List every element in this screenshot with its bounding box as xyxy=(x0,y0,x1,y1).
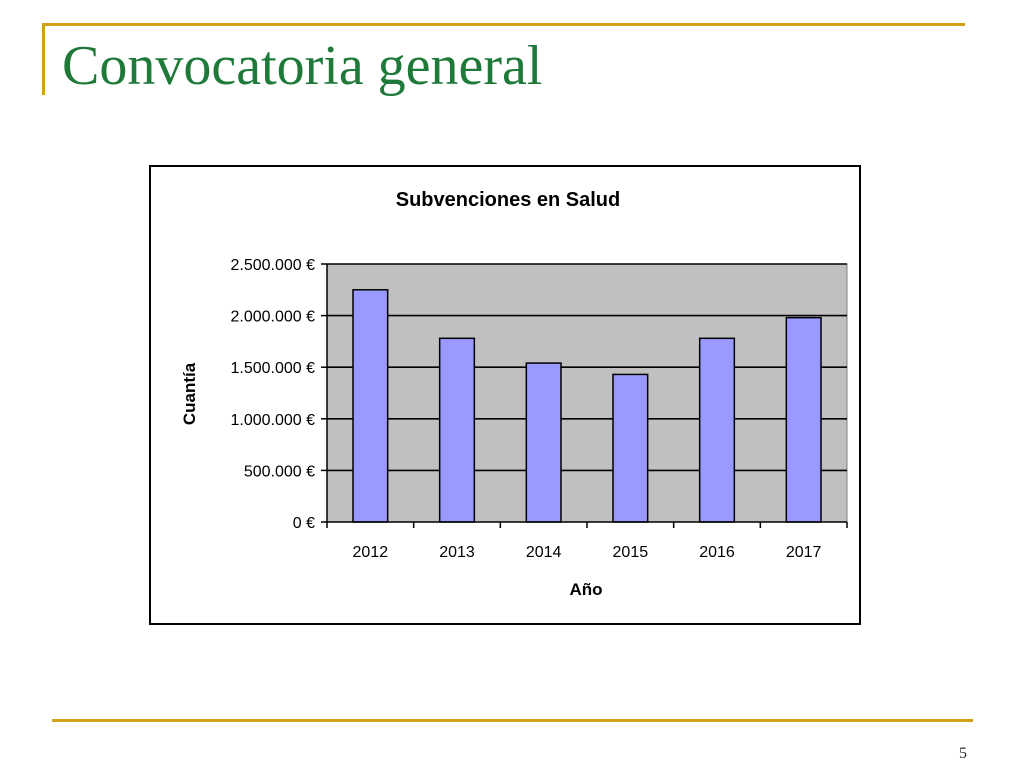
chart-title: Subvenciones en Salud xyxy=(395,189,621,211)
x-tick-label: 2013 xyxy=(439,544,475,561)
bar-chart xyxy=(151,167,859,623)
x-tick-label: 2017 xyxy=(785,544,822,561)
y-tick-label: 500.000 € xyxy=(243,463,315,481)
chart-frame xyxy=(149,165,861,625)
bar-2013 xyxy=(440,338,475,522)
bar-2016 xyxy=(700,338,735,522)
y-tick-label: 0 € xyxy=(292,515,315,532)
bar-2015 xyxy=(613,374,648,522)
y-tick-label: 1.000.000 € xyxy=(230,411,315,429)
x-tick-label: 2015 xyxy=(612,544,649,561)
bar-2017 xyxy=(786,318,821,522)
x-tick-label: 2012 xyxy=(352,544,389,561)
top-accent-line xyxy=(42,23,965,26)
y-tick-labels xyxy=(230,257,315,532)
y-axis-label: Cuantía xyxy=(180,362,199,426)
left-accent-line xyxy=(42,23,45,95)
bar-2014 xyxy=(526,363,561,522)
y-tick-label: 1.500.000 € xyxy=(230,360,315,378)
x-tick-label: 2014 xyxy=(525,544,562,561)
slide-title: Convocatoria general xyxy=(62,35,543,97)
x-tick-labels xyxy=(353,544,822,561)
x-axis-label: Año xyxy=(569,580,603,599)
x-tick-label: 2016 xyxy=(699,544,735,561)
y-tick-label: 2.500.000 € xyxy=(230,257,315,274)
y-tick-label: 2.000.000 € xyxy=(230,308,315,326)
bottom-accent-line xyxy=(52,719,973,722)
plot-area xyxy=(327,264,847,522)
bar-2012 xyxy=(353,290,388,522)
page-number: 5 xyxy=(959,745,967,762)
